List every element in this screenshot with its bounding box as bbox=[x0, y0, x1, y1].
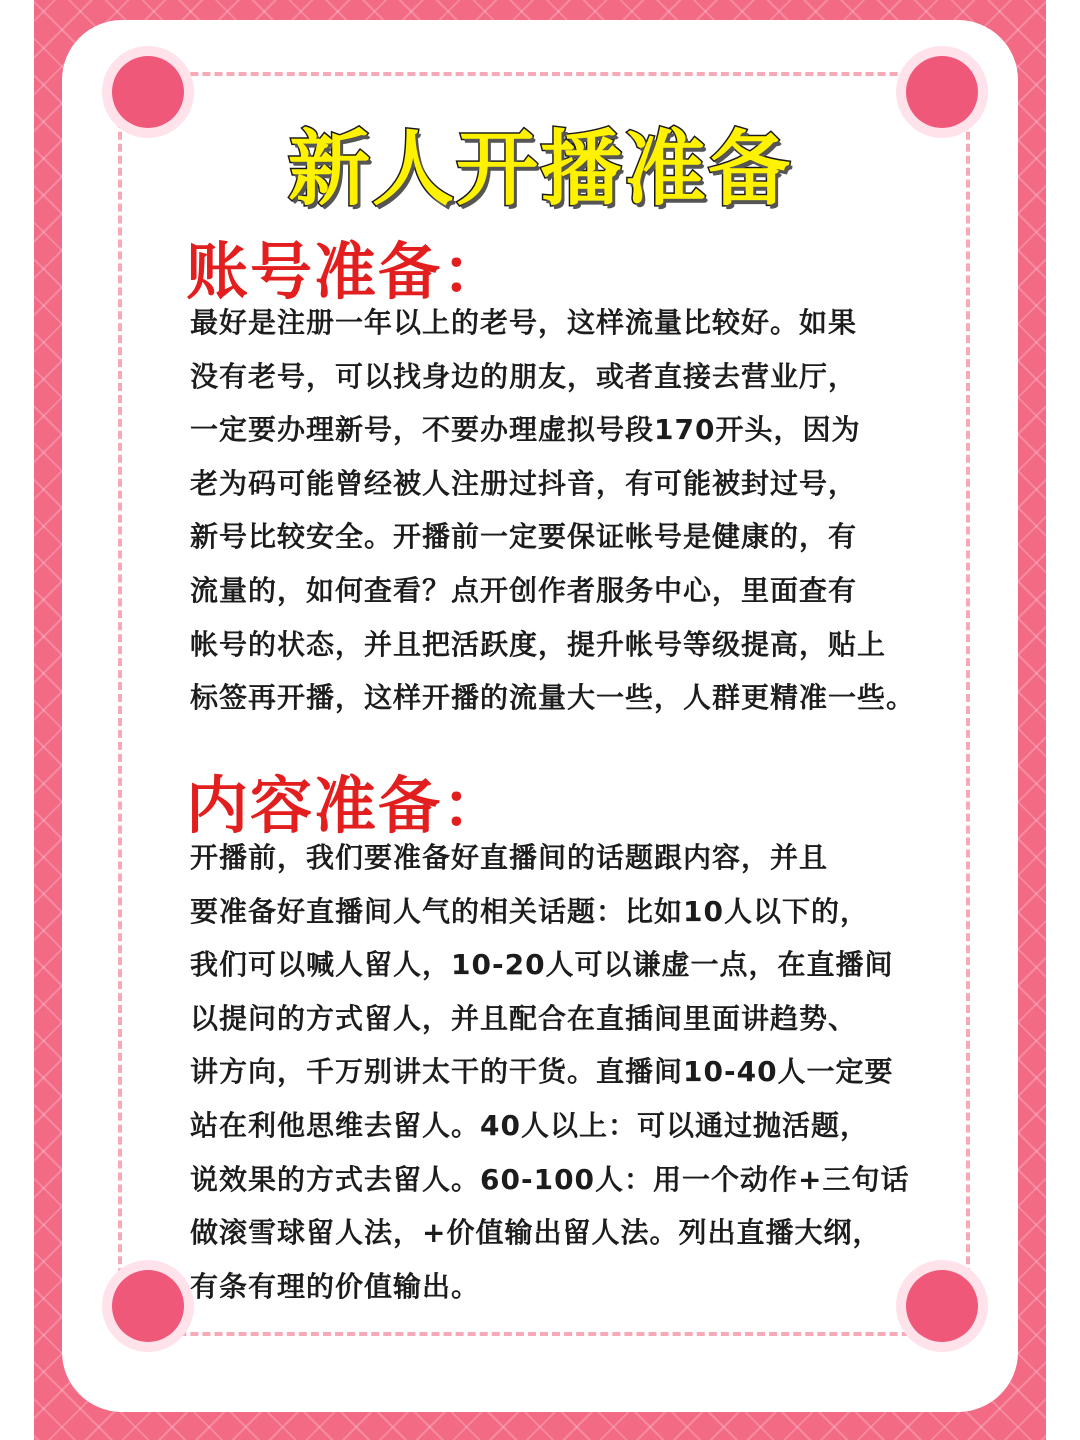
body-line: 我们可以喊人留人，10-20人可以谦虚一点，在直播间 bbox=[190, 948, 894, 982]
body-line: 站在利他思维去留人。40人以上：可以通过抛活题， bbox=[190, 1108, 869, 1142]
section-heading-account: 账号准备： bbox=[186, 235, 507, 308]
body-line: 要准备好直播间人气的相关话题：比如10人以下的， bbox=[190, 894, 869, 928]
body-line: 做滚雪球留人法，+价值输出留人法。列出直播大纲， bbox=[190, 1216, 882, 1250]
section-heading-content: 内容准备： bbox=[186, 769, 507, 842]
body-line: 开播前，我们要准备好直播间的话题跟内容，并且 bbox=[190, 841, 829, 874]
body-line: 一定要办理新号，不要办理虚拟号段170开头，因为 bbox=[190, 413, 861, 447]
body-line: 老为码可能曾经被人注册过抖音，有可能被封过号， bbox=[190, 466, 858, 500]
page-title: 新人开播准备 bbox=[287, 122, 792, 217]
body-line: 讲方向，千万别讲太干的干货。直播间10-40人一定要 bbox=[190, 1055, 894, 1089]
body-line: 有条有理的价值输出。 bbox=[190, 1269, 481, 1303]
body-line: 新号比较安全。开播前一定要保证帐号是健康的，有 bbox=[190, 520, 858, 554]
section-body-account bbox=[190, 296, 915, 725]
section-body-content bbox=[190, 831, 910, 1313]
body-line: 帐号的状态，并且把活跃度，提升帐号等级提高，贴上 bbox=[190, 627, 887, 661]
body-line: 以提问的方式留人，并且配合在直插间里面讲趋势、 bbox=[190, 1001, 858, 1035]
corner-dot-bottom-left bbox=[112, 1270, 184, 1342]
body-line: 标签再开播，这样开播的流量大一些，人群更精准一些。 bbox=[190, 681, 916, 715]
corner-dot-bottom-right bbox=[906, 1270, 978, 1342]
body-line: 没有老号，可以找身边的朋友，或者直接去营业厅， bbox=[190, 359, 858, 393]
body-line: 流量的，如何查看？点开创作者服务中心，里面查有 bbox=[190, 573, 858, 607]
body-line: 最好是注册一年以上的老号，这样流量比较好。如果 bbox=[190, 306, 858, 339]
body-line: 说效果的方式去留人。60-100人：用一个动作+三句话 bbox=[190, 1162, 910, 1196]
